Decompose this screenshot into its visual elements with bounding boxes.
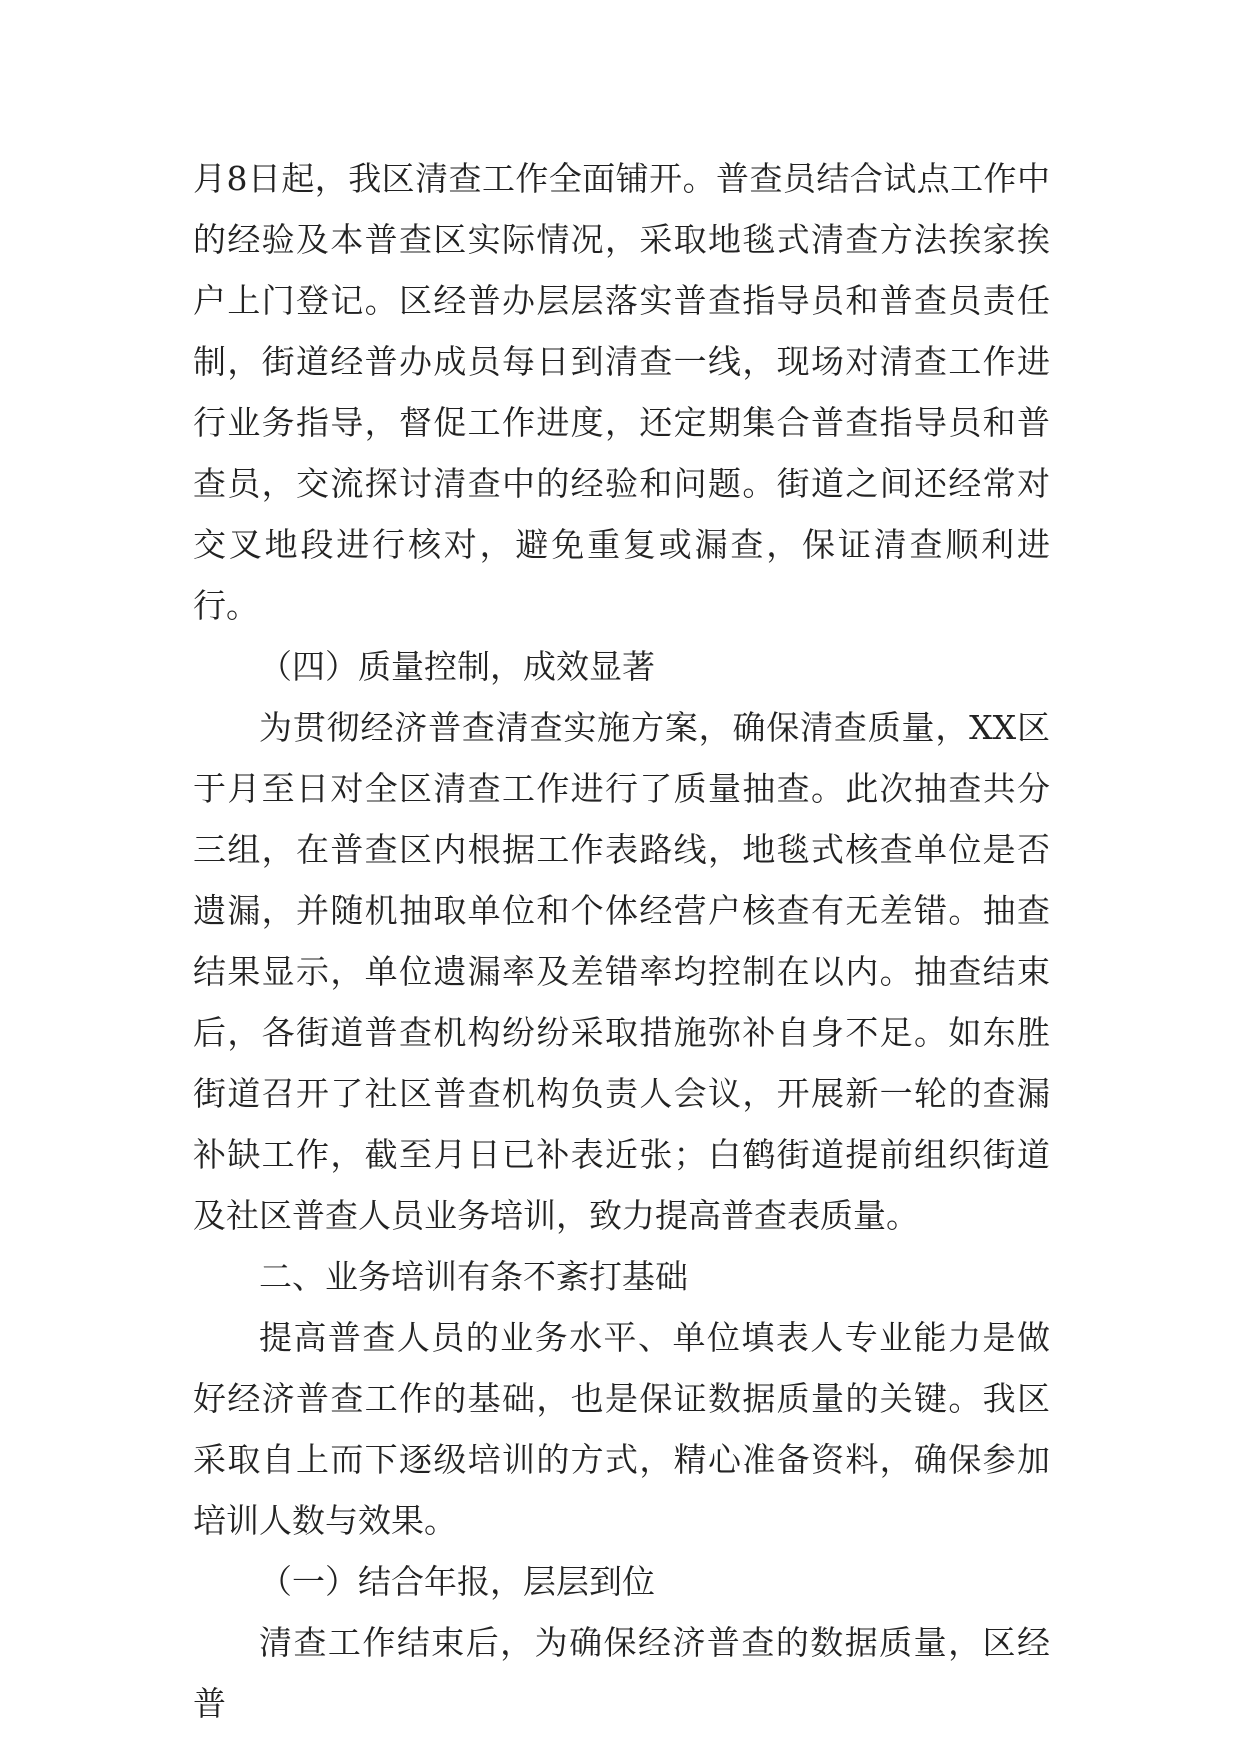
document-body [193, 148, 1050, 1734]
heading-business-training: 二、业务培训有条不紊打基础 [259, 1257, 688, 1296]
paragraph-checking-rollout: 月8日起，我区清查工作全面铺开。普查员结合试点工作中的经验及本普查区实际情况，采取地毯式清查方法挨家挨户上门登记。区经普办层层落实普查指导员和普查员责任制，街道经普办成员每日到清查一线，现场对清查工作进行业务指导，督促工作进度，还定期集合普查指导员和普查员，交流探讨清查中的经验和问题。街道之间还经常对交叉地段进行核对，避免重复或漏查，保证清查顺利进行。 [193, 159, 1050, 625]
heading-quality-control: （四）质量控制，成效显著 [259, 647, 655, 686]
paragraph-training-basis: 提高普查人员的业务水平、单位填表人专业能力是做好经济普查工作的基础，也是保证数据质量的关键。我区采取自上而下逐级培训的方式，精心准备资料，确保参加培训人数与效果。 [193, 1318, 1050, 1540]
paragraph-quality-sampling: 为贯彻经济普查清查实施方案，确保清查质量，XX区于月至日对全区清查工作进行了质量抽查。此次抽查共分三组，在普查区内根据工作表路线，地毯式核查单位是否遗漏，并随机抽取单位和个体经营户核查有无差错。抽查结果显示，单位遗漏率及差错率均控制在以内。抽查结束后，各街道普查机构纷纷采取措施弥补自身不足。如东胜街道召开了社区普查机构负责人会议，开展新一轮的查漏补缺工作，截至月日已补表近张；白鹤街道提前组织街道及社区普查人员业务培训，致力提高普查表质量。 [193, 708, 1050, 1235]
paragraph-after-checking: 清查工作结束后，为确保经济普查的数据质量，区经普 [193, 1623, 1050, 1723]
heading-annual-report: （一）结合年报，层层到位 [259, 1562, 655, 1601]
